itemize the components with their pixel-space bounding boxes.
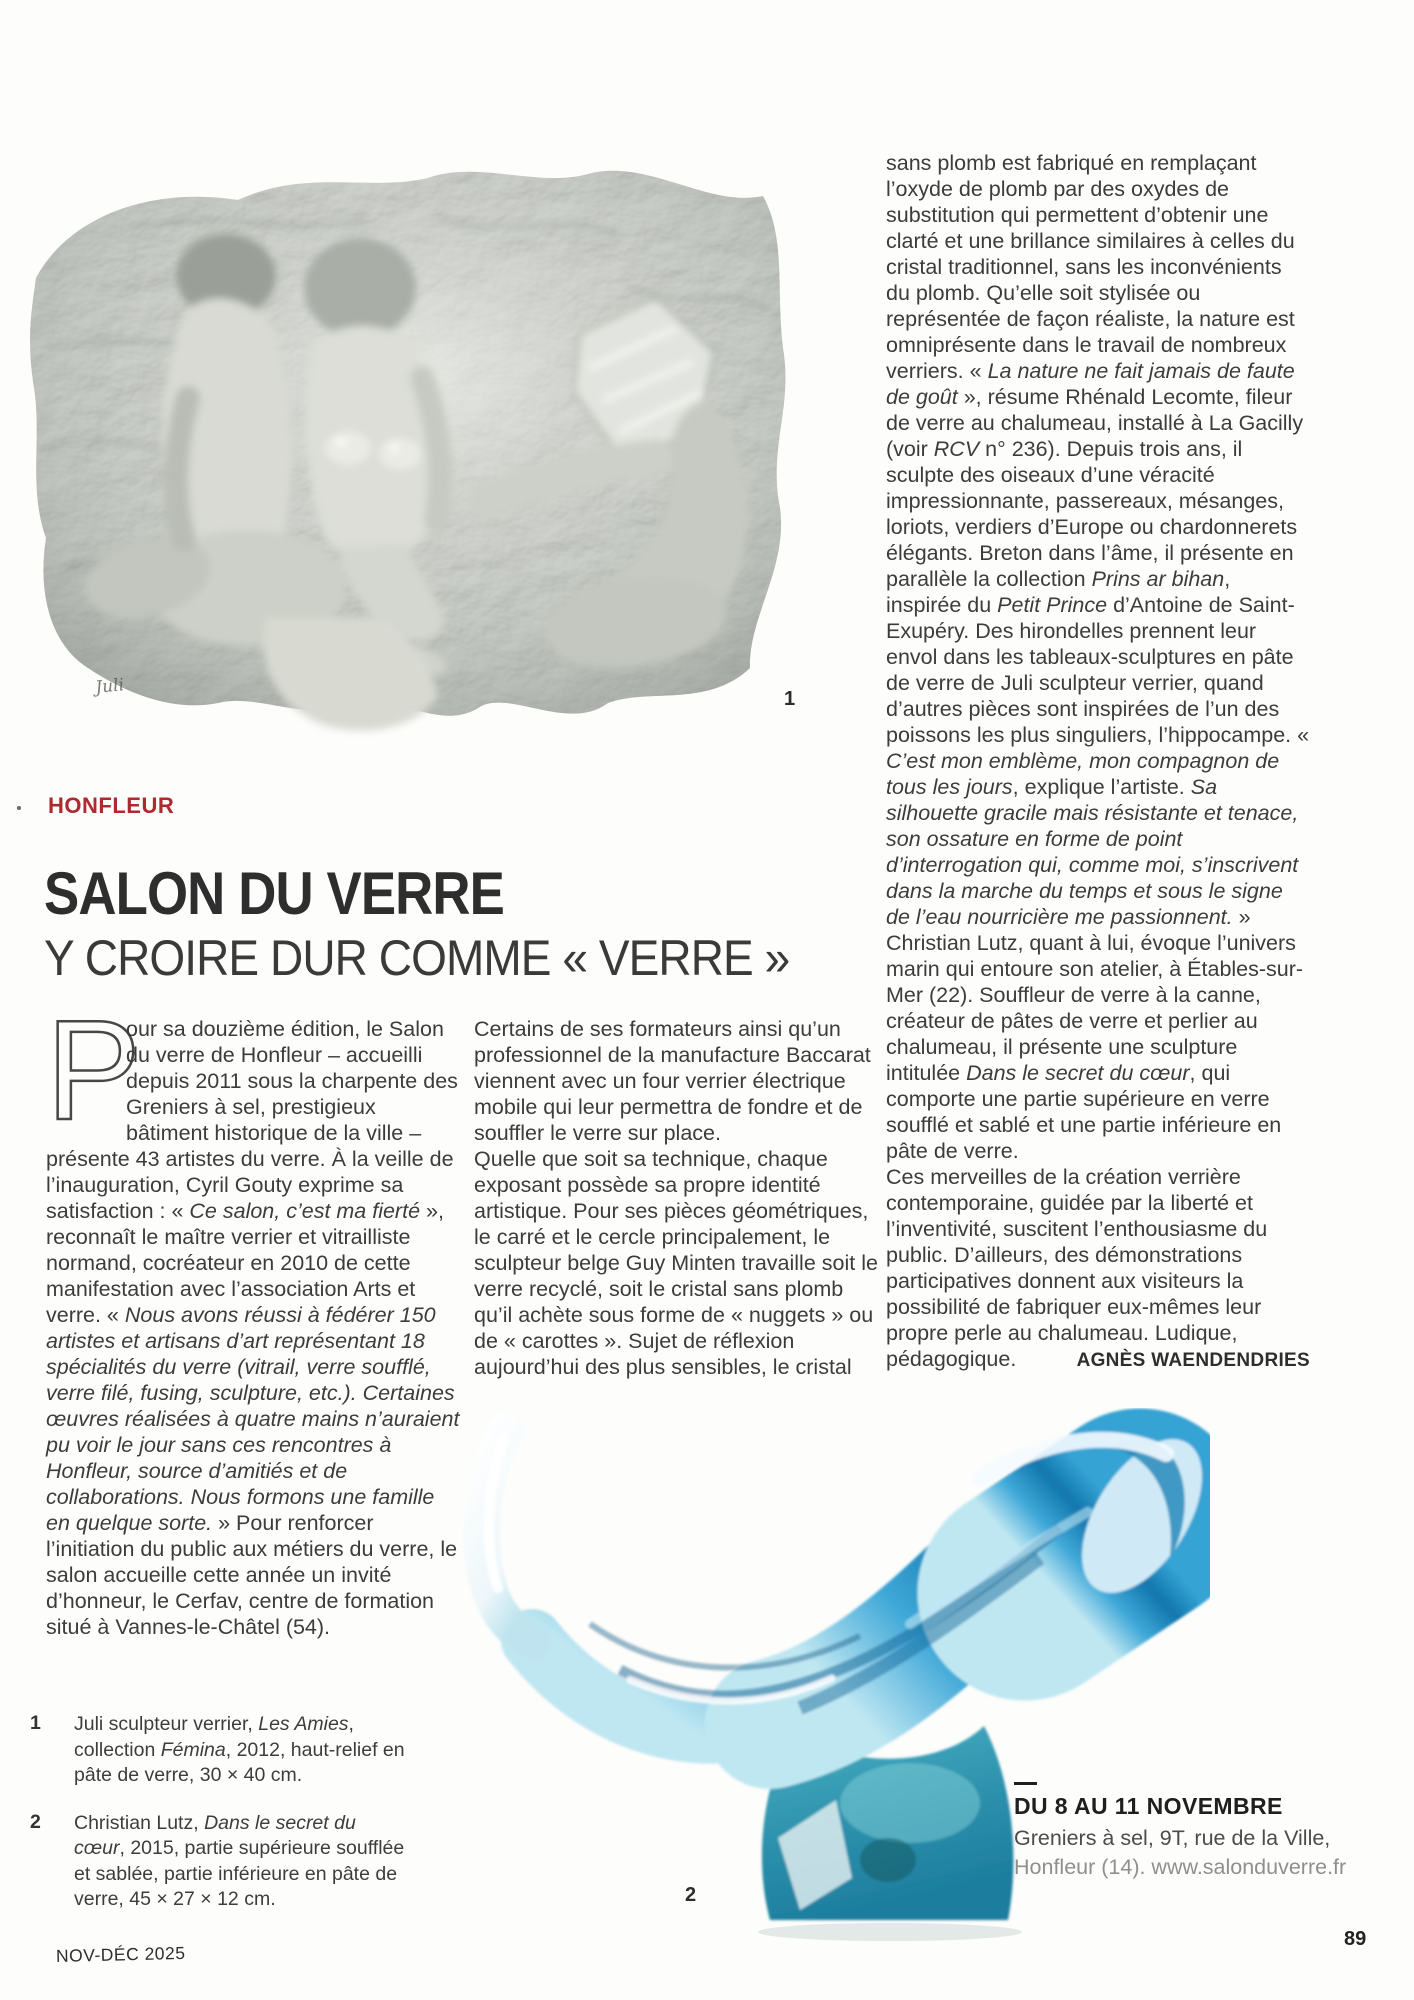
footnote-1 bbox=[30, 1712, 410, 1789]
author-byline: AGNÈS WAENDENDRIES bbox=[1076, 1350, 1310, 1371]
kicker-city: HONFLEUR bbox=[48, 793, 175, 818]
footnote-text: Juli sculpteur verrier, Les Amies, collection Fémina, 2012, haut-relief en pâte de verre, 30 × 40 cm. bbox=[74, 1713, 405, 1786]
artist-signature: Juli bbox=[94, 675, 126, 698]
figure-2-label: 2 bbox=[685, 1884, 697, 1906]
page-number: 89 bbox=[1344, 1928, 1367, 1950]
paragraph bbox=[46, 991, 464, 1640]
event-address-city-website: Honfleur (14). www.salonduverre.fr bbox=[1014, 1855, 1347, 1879]
event-address: Greniers à sel, 9T, rue de la Ville, bbox=[1014, 1826, 1331, 1850]
drop-cap: P bbox=[46, 991, 141, 1150]
article-subtitle: Y CROIRE DUR COMME « VERRE » bbox=[44, 929, 790, 986]
footnotes bbox=[30, 1712, 410, 1935]
footnote-number: 1 bbox=[30, 1712, 41, 1734]
paragraph: Ces merveilles de la création verrière contemporaine, guidée par la liberté et l’inventivité, suscitent l’enthousiasme du public. D’ailleurs, des démonstrations participatives donnent aux visiteurs la possibilité de fabriquer eux-mêmes leur propre perle au chalumeau. Ludique, pédagogique. bbox=[886, 1165, 1268, 1371]
article-column-right bbox=[886, 150, 1310, 1374]
footnote-text: Christian Lutz, Dans le secret du cœur, 2015, partie supérieure soufflée et sablée, partie inférieure en pâte de verre, 45 × 27 × 12 cm. bbox=[74, 1811, 405, 1910]
paragraph: Quelle que soit sa technique, chaque exposant possède sa propre identité artistique. Pour ses pièces géométriques, le carré et le cercle principalement, le sculpteur belge Guy Minten travaille soit le verre recyclé, soit le cristal sans plomb qu’il achète sous forme de « nuggets » ou de « carottes ». Sujet de réflexion aujourd’hui des plus sensibles, le cristal bbox=[474, 1147, 878, 1379]
event-info-block bbox=[1014, 1782, 1354, 1882]
paragraph-text: our sa douzième édition, le Salon du verre de Honfleur – accueilli depuis 2011 sous la charpente des Greniers à sel, prestigieux bâtiment historique de la ville – présente 43 artistes du verre. À la veille de l’inauguration, Cyril Gouty exprime sa satisfaction : « Ce salon, c’est ma fierté », reconnaît le maître verrier et vitrailliste normand, cocréateur en 2010 de cette manifestation avec l’association Arts et verre. « Nous avons réussi à fédérer 150 artistes et artisans d’art représentant 18 spécialités du verre (vitrail, verre soufflé, verre filé, fusing, sculpture, etc.). Certaines œuvres réalisées à quatre mains n’auraient pu voir le jour sans ces rencontres à Honfleur, source d’amitiés et de collaborations. Nous formons une famille en quelque sorte. » Pour renforcer l’initiation du public aux métiers du verre, le salon accueille cette année un invité d’honneur, le Cerfav, centre de formation situé à Vannes-le-Châtel (54). bbox=[46, 1017, 460, 1639]
footer-issue-date: NOV-DÉC 2025 bbox=[55, 1942, 186, 1966]
footnote-2 bbox=[30, 1811, 410, 1913]
kicker-dot bbox=[17, 806, 21, 810]
paragraph: sans plomb est fabriqué en remplaçant l’oxyde de plomb par des oxydes de substitution qui permettent d’obtenir une clarté et une brillance similaires à celles du cristal traditionnel, sans les inconvénients du plomb. Qu’elle soit stylisée ou représentée de façon réaliste, la nature est omniprésente dans le travail de nombreux verriers. « La nature ne fait jamais de faute de goût », résume Rhénald Lecomte, fileur de verre au chalumeau, installé à La Gacilly (voir RCV n° 236). Depuis trois ans, il sculpte des oiseaux d’une véracité impressionnante, passereaux, mésanges, loriots, verdiers d’Europe ou chardonnerets élégants. Breton dans l’âme, il présente en parallèle la collection Prins ar bihan, inspirée du Petit Prince d’Antoine de Saint-Exupéry. Des hirondelles prennent leur envol dans les tableaux-sculptures en pâte de verre de Juli sculpteur verrier, quand d’autres pièces sont inspirées de l’un des poissons les plus singuliers, l’hippocampe. « C’est mon emblème, mon compagnon de tous les jours, explique l’artiste. Sa silhouette gracile mais résistante et tenace, son ossature en forme de point d’interrogation qui, comme moi, s’inscrivent dans la marche du temps et sous le signe de l’eau nourricière me passionnent. » Christian Lutz, quant à lui, évoque l’univers marin qui entoure son atelier, à Étables-sur-Mer (22). Souffleur de verre à la canne, créateur de pâtes de verre et perlier au chalumeau, il présente une sculpture intitulée Dans le secret du cœur, qui comporte une partie supérieure en verre soufflé et sablé et une partie inférieure en pâte de verre. bbox=[886, 151, 1310, 1163]
article-column-middle bbox=[474, 1016, 878, 1380]
event-dates: DU 8 AU 11 NOVEMBRE bbox=[1014, 1793, 1283, 1819]
footnote-number: 2 bbox=[30, 1810, 41, 1833]
relief-artwork-photo bbox=[8, 148, 803, 743]
figure-1-label: 1 bbox=[784, 688, 796, 710]
event-dash bbox=[1014, 1782, 1037, 1785]
paragraph: Certains de ses formateurs ainsi qu’un professionnel de la manufacture Baccarat viennent avec un four verrier électrique mobile qui leur permettra de fondre et de souffler le verre sur place. bbox=[474, 1017, 871, 1145]
article-title: SALON DU VERRE bbox=[44, 860, 504, 928]
article-column-left bbox=[46, 991, 464, 1640]
